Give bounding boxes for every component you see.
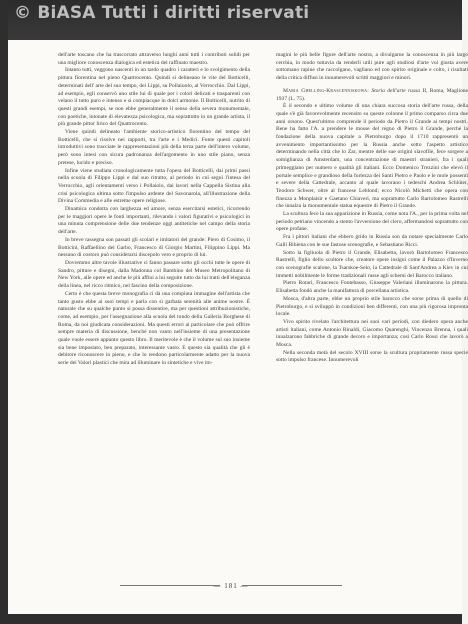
left-paragraph: Infine viene studiata cronologicamente tutta l'opera del Botticelli, dai primi passi nella scuola di Filippo Lippi e dal suo ritratto, al periodo in cui seguì l'intesa del Verrocchio, agli orientamenti verso i Pollaiolo, dai lavori nella Cappella Sistina alla crisi psicologica ultima sotto l'impulso ardente del Savonarola, all'illustrazione della Divina Commedia e alle estreme opere religiose. — [58, 167, 250, 205]
right-paragraph: Sotto la figliuola di Pietro il Grande, Elisabetta, lavorò Bartolomeo Francesco Rastrelli, figlio dello scultore che, creatore opere insigni come il Palazzo d'Inverno con scenografie scalone, la Tsarskoe-Selo, la Cattedrale di Sant'Andrea a Kiev in cui immetti nobilmente le forme tradizionali russe agli schemi del Barocco italiano. — [276, 249, 468, 279]
right-paragraph: Vivo spirito rivelato l'architettura nei suoi vari periodi, con diedero opera anche artisti italiani, come Antonio Rinaldi, Giacomo Quarenghi, Vincenzo Brenna, i quali innalzarono fabbriche di grande decoro e importanza; così Carlo Rossi che lavorò a Mosca. — [276, 318, 468, 349]
left-column — [58, 52, 250, 368]
copyright-watermark: © BiASA Tutti i diritti riservati — [14, 3, 310, 23]
right-paragraph: Nella seconda metà del secolo XVIII sorse la scultura propriamente russa specie sotto impulso francese. Innumerevoli — [276, 349, 468, 364]
left-paragraph: Certo è che questa breve monografia ci dà una compiuta immagine dell'artista che tanto gusto ebbe ai suoi tempi e parla con sì garbata serenità alle anime nostre. È naturale che su qualche punto si possa dissentire, ma per questioni attribuzionistiche, come, ad esempio, per l'assegnazione alla scuola del tondo della Galleria Borghese di Roma, da noi giudicata considerazioni. Ma questi errori ai particolare che può offrire sempre materia di discussione, benché non vanto nell'insieme di una presentazione quale vuole essere appunto questo libro. Il meritevole è che il volume sul suo insieme sia bene impostato, ben preparato, interessante vasto. E questo sia qualità che gli è debitore riconoscere in pieno, e che lo rendono particolarmente adatto per la nuova serie dei Valori plastici che mira ad illuminare in sintetiche e vive im- — [58, 290, 250, 367]
right-paragraph: Pietro Rotari, Francesco Fontebasso, Giuseppe Valeriani illuminarono la pittura. Elisabetta fondò anche la manifattura di porcellana artistica. — [276, 280, 468, 295]
right-intro-paragraph: magini le più belle figure dell'arte nostra, a divulgarne la conoscenza in più largo cerchia, in modo tuttavia da renderli utili pure agli studiosi d'arte voi giusta avere sottomano rapine che raccolgano, vagliano ed con spirito originale e colto, i risultati della critica diffusi in innumerevoli scritti maggiori e minori. — [276, 52, 468, 82]
left-paragraph: Dinamica condotta con larghezza ed amore, senza esercitarsi estetici, ricorrendo per le maggiori opere le fonti importanti, rilevando i valori figurativi e psicologici in una minuta comprensione delle due tendenze oggi antitetiche nel campo della storia dell'arte. — [58, 206, 250, 236]
review-author: Maria Ghelling-Krascenniskowa: — [283, 87, 369, 94]
review-title: Storia dell'arte russa — [371, 87, 421, 94]
folio-rule-right — [242, 585, 342, 586]
review-heading — [276, 88, 468, 103]
left-paragraph: Viene quindi delineato l'ambiente storico-artistico fiorentino del tempo del Botticelli, che si risolve nei rapporti, tra l'arte e i Medici. Fonte questi capitoli introduttivi sono tracciate le rappresentazioni più della terza parte dell'intero volume, però sono intesi con sicura padronanza dell'argomento in uno stile piano, senza pretese, lucido e preciso. — [58, 129, 250, 166]
right-paragraph: È il secondo e ultimo volume di una chiara succosa storia dell'arte russa, della quale s'è già favorevolmente recensito su queste colonne il primo comparso circa due anni orsono. Quest'ultimo comprende il periodo da Pietro il Grande ai tempi nostri. Bene ha fatto l'A. a prendere le mosse del regno di Pietro il Grande, perché la fondazione della nuova capitale a Pietroburgo dopo il 1710 rappresentò un avvenimento importantissimo per la Russia anche sotto l'aspetto artistico determinando nella città che lo Zar, mentre delle sue origini slavofile, fece sorgere a somiglianza di Amsterdam, una concentrazione di maestri stranieri, fra i quali primeggiano per numero e qualità gli italiani. Ecco Domenico Trezzini che elevò il portale semplice e grandioso della fortezza dei Santi Pietro e Paolo e le mole possenti e severe della Cattedrale, accanto al quale lavorano i tedeschi Andrea Schlüter, Teodoro Schwer, oltre al francese Leblond; ecco Nicolò Michetti che opera con finezza a Monplaisir e Gaetano Chiaveri, ma soprattutto Carlo Bartolomeo Rastrelli che innalza la monumentale statua equestre di Pietro il Grande. — [276, 103, 468, 210]
page-number: — 181 — — [213, 582, 249, 590]
left-paragraph: Dovremmo altre tavole illustrative ci fanno passare sotto gli occhi tutte le opere di Sandro, pitture e disegni, dalla Madonna col Bambino del Museo Metropolitano di New York, alle opere ed anche le più affini a lui seguite tutto da lui tratti dell'eleganza della linea, nel ricco ritmico, nel fascino della composizione. — [58, 259, 250, 290]
scan-frame-left — [0, 0, 8, 624]
right-paragraph: Mosca, d'altra parte, ebbe un proprio stile barocco che sorse prima di quello di Pietroburgo, e si sviluppò in condizioni ben differenti, con una più rigorosa impronta locale. — [276, 295, 468, 318]
right-paragraph: La scultura fece la sua apparizione in Russia, come nota l'A., per la prima volta nel periodo petriano vincendo a stento l'avversione del clero, affermandosi soprattutto con opere profane. — [276, 211, 468, 233]
left-paragraph: dell'arte toscano che ha trascorrato attraverso lunghi anni tutti i contributi solidi per una migliore conoscenza dialogica ed estetica del raffinato maestro. — [58, 52, 250, 66]
left-paragraph: In breve rassegna son passati gli scolari e imitatori del grande: Piero di Cosimo, il Botticini, Raffaellino del Garbo, Francesco di Giorgio Martini, Filippino Lippi. Ma nessuno di costoro può considerarsi discepolo vero e proprio di lui. — [58, 236, 250, 259]
scan-frame-bottom — [0, 614, 462, 624]
review-details: II, Roma, Maglione 1937 (L. 75). — [276, 87, 468, 102]
left-paragraph: Intanto tutti, veggono nascenti in un tardo quadro i caratteri e lo svolgimento della pittura fiorentina nel pieno Quattrocento. Quindi si delineano le vite del Botticelli, determinati dell' arte del suo tempo, dei Lippi, su Pollaiuolo, al Verrocchio. Dal Lippi, ad esempio, egli conservò uno stile lui di quale per i colori delicati e trasparenti con velano il tutto puro e intenso e si compiacque in dolci armonie. Il Botticelli, nutrito di questi grandi esempi, se non ebbe generalmente il senso della severa monumentale, con poetiche, intonate di elevatezza psicologica, ma soprattutto in un grande artista, il più grande pittor lirico del Quattrocento. — [58, 67, 250, 128]
right-column — [276, 52, 468, 365]
right-paragraph: Fra i pittori italiani che ebbero grido in Russia son da notare specialmente Carlo Galli Bibiena con le sue fastose scenografie, e Sebastiano Ricci. — [276, 234, 468, 248]
